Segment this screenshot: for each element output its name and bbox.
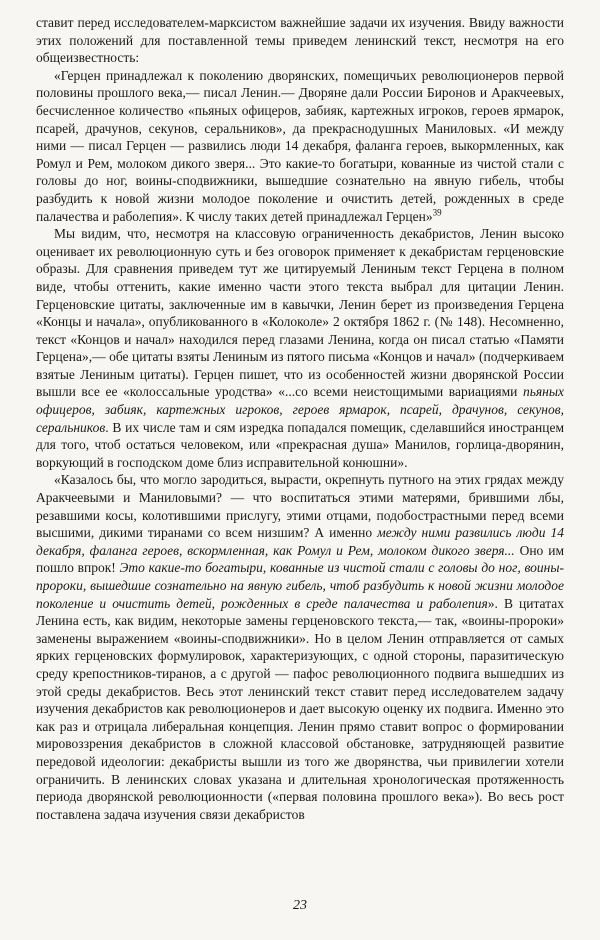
paragraph-text: Мы видим, что, несмотря на классовую ограниченность декабристов, Ленин высоко оценивает их революционную суть и без оговорок применяет к декабристам герценовские образы. Для сравнения приведем тут же цитируемый Лениным текст Герцена в полном виде, чтобы оттенить, какие именно части этого текста выбрал для цитации Ленин. Герценовские цитаты, заключенные им в кавычки, Ленин берет из произведения Герцена «Концы и начала», опубликованного в «Колоколе» 2 октября 1862 г. (№ 148). Несомненно, текст «Концов и начал» находился перед глазами Ленина, когда он писал статью «Памяти Герцена»,— обе цитаты взяты Лениным из пятого письма «Концов и начал» (подчеркиваем взятые Лениным цитаты). Герцен пишет, что из особенностей жизни дворянской России вышли все ее «колоссальные уродства» «...со всеми неистощимыми вариациями [36, 226, 564, 400]
page-number: 23 [293, 898, 307, 913]
paragraph-lenin-quote [36, 67, 564, 225]
paragraph-text: ». В цитатах Ленина есть, как видим, некоторые замены герценовского текста,— так, «воины-пророки» заменены выражением «воины-сподвижники». Но в целом Ленин отправляется от самых ярких герценовских формулировок, характеризующих, с одной стороны, паразитическую среду крепостников-тиранов, а с другой — пафос революционного подвига вышедших из этой среды декабристов. Весь этот ленинский текст ставит перед исследователем задачу изучения декабристов как революционеров и дает высокую оценку их подвига. Именно это как раз и отрицала либеральная концепция. Ленин прямо ставит вопрос о формировании мировоззрения декабристов в сложной классовой обстановке, затрудняющей развитие передовой идеологии: декабристы вышли из того же дворянства, чьи привилегии хотели ограничить. В ленинских словах указана и длительная хронологическая протяженность периода дворянской революционности («первая половина прошлого века»). Во весь рост поставлена задача изучения связи декабристов [36, 595, 564, 822]
emphasized-quote: между ними развились люди 14 декабря, фаланга героев, вскормленная, как Ромул и Рем, молоком дикого зверя... [36, 525, 564, 558]
emphasized-quote: Это какие-то богатыри, кованные из чистой стали с головы до ног, воины-пророки, вышедшие сознательно на явную гибель, чтоб разбудить к новой жизни молодое поколение и очистить детей, рожденных в среде палачества и раболепия [36, 560, 564, 611]
footnote-ref: 39 [432, 207, 442, 218]
paragraph-text: . В их числе там и сям изредка попадался помещик, сделавшийся иностранцем для того, чтоб остаться человеком, или «прекрасная душа» Манилов, горлица-дворянин, воркующий в господском доме близ исправительной конюшни». [36, 419, 564, 470]
paragraph-text: ставит перед исследователем-марксистом важнейшие задачи их изучения. Ввиду важности этих положений для поставленной темы приведем ленинский текст, несмотря на его общеизвестность: [36, 15, 564, 66]
body-text [36, 14, 564, 823]
paragraph-analysis [36, 225, 564, 471]
paragraph-text: Оно им пошло впрок! [36, 542, 564, 576]
paragraph-herzen-quote [36, 471, 564, 823]
paragraph-continuation [36, 14, 564, 67]
paragraph-text: «Казалось бы, что могло зародиться, вырасти, окрепнуть путного на этих грядах между Аракчеевыми и Маниловыми? — что воспитаться этими матерями, брившими лбы, резавшими косы, колотившими прислугу, этими отцами, подобострастными перед всеми высшими, дикими тиранами со всем низшим? А именно [36, 472, 564, 541]
paragraph-text: «Герцен принадлежал к поколению дворянских, помещичьих революционеров первой половины прошлого века,— писал Ленин.— Дворяне дали России Биронов и Аракчеевых, бесчисленное количество «пьяных офицеров, забияк, картежных игроков, героев ярмарок, псарей, драчунов, секунов, серальников», да прекраснодушных Маниловых. «И между ними — писал Герцен — развились люди 14 декабря, фаланга героев, выкормленных, как Ромул и Рем, молоком дикого зверя... Это какие-то богатыри, кованные из чистой стали с головы до ног, воины-сподвижники, вышедшие сознательно на явную гибель, чтобы разбудить к новой жизни молодое поколение и очистить детей, рожденных в среде палачества и раболепия». К числу таких детей принадлежал Герцен» [36, 67, 564, 224]
emphasized-quote: пьяных офицеров, забияк, картежных игроков, героев ярмарок, псарей, драчунов, секунов, серальников [36, 384, 564, 435]
